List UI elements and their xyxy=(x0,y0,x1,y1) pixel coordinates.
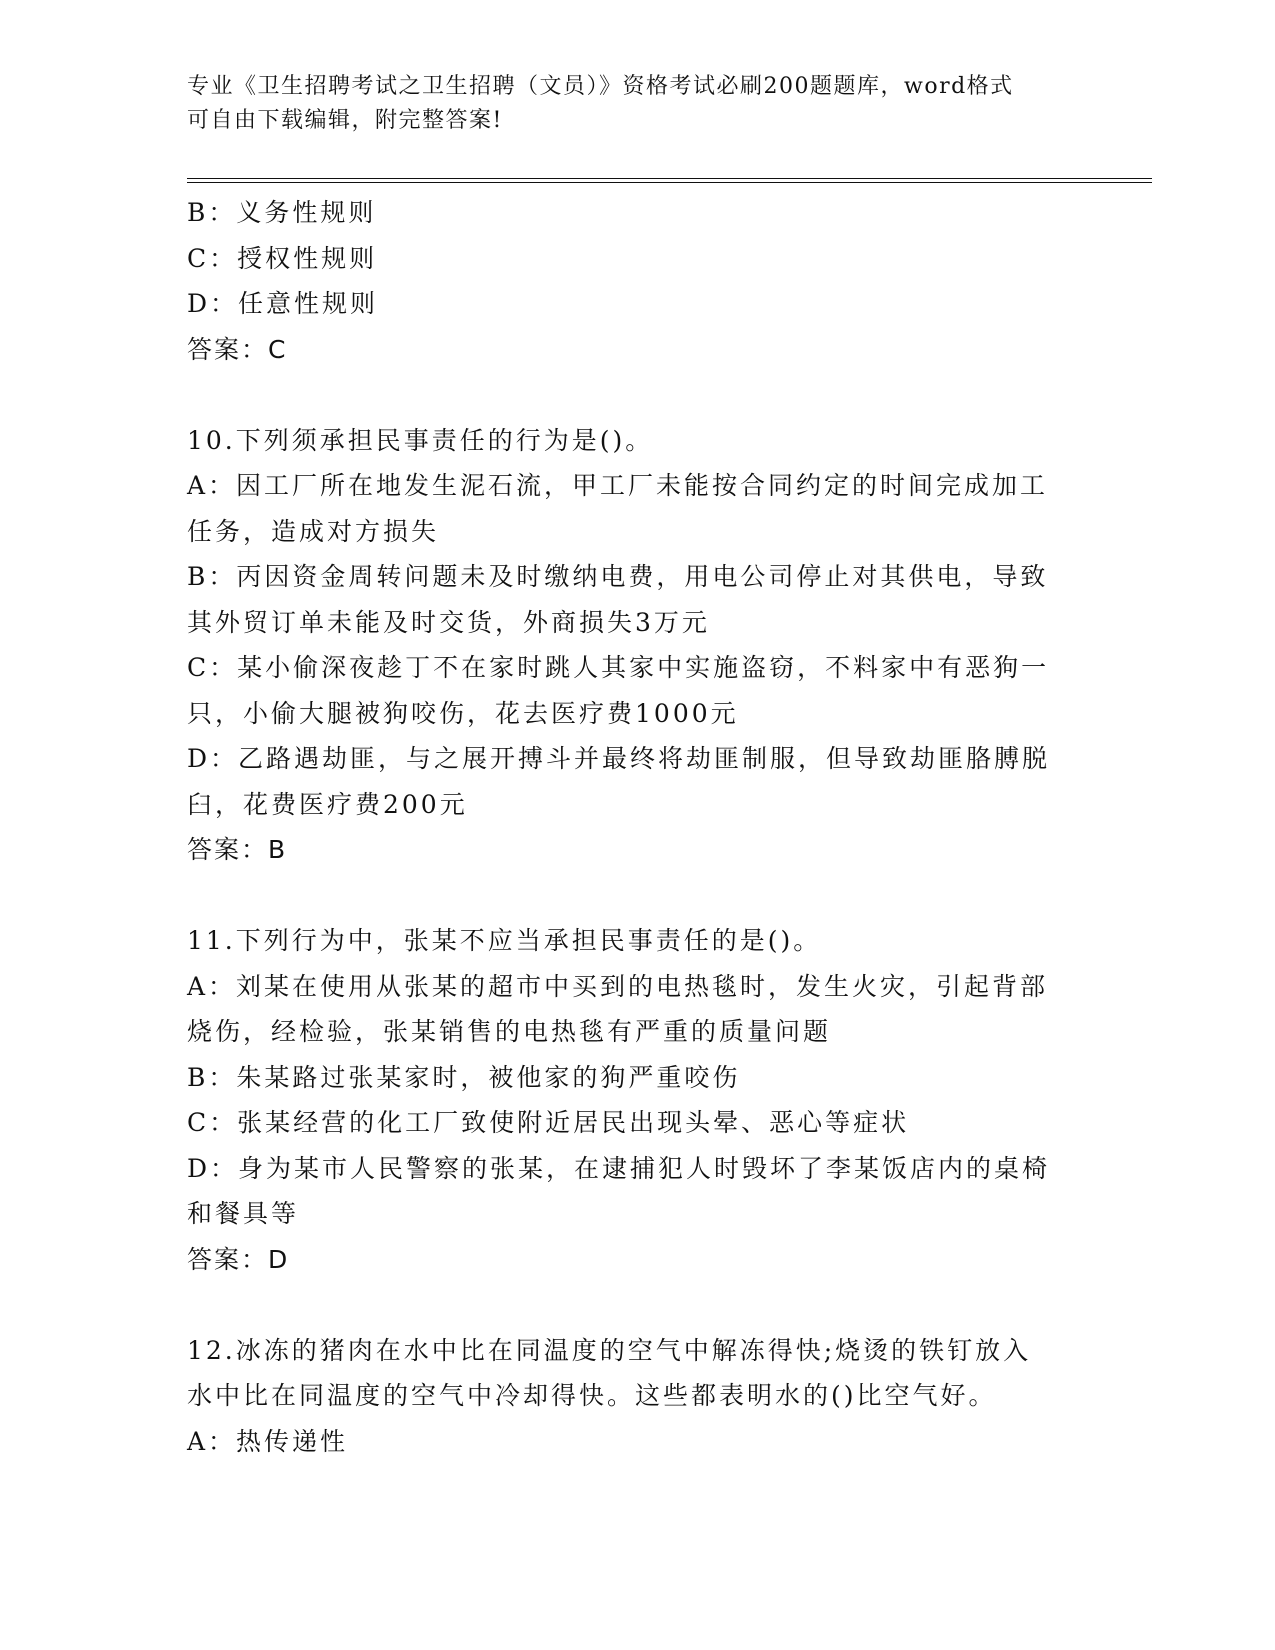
header-line-1: 专业《卫生招聘考试之卫生招聘（文员）》资格考试必刷200题题库，word格式 xyxy=(187,74,1014,99)
question-10 xyxy=(187,418,1087,873)
option-d: D：乙路遇劫匪，与之展开搏斗并最终将劫匪制服，但导致劫匪胳膊脱 xyxy=(187,744,1051,773)
header-double-rule xyxy=(187,178,1152,184)
option-d-continued: 臼，花费医疗费200元 xyxy=(187,789,468,819)
answer-line: 答案：D xyxy=(187,1244,290,1274)
header-line-2: 可自由下载编辑，附完整答案! xyxy=(187,108,503,133)
option-b-continued: 其外贸订单未能及时交货，外商损失3万元 xyxy=(187,607,710,637)
header-rule-top xyxy=(187,178,1152,179)
option-b: B：义务性规则 xyxy=(187,198,377,227)
answer-line: 答案：B xyxy=(187,835,288,864)
document-body xyxy=(187,190,1087,1464)
option-c: C：某小偷深夜趁丁不在家时跳人其家中实施盗窃，不料家中有恶狗一 xyxy=(187,653,1050,682)
header-rule-bottom xyxy=(187,182,1152,183)
option-d-continued: 和餐具等 xyxy=(187,1199,300,1228)
question-12 xyxy=(187,1328,1087,1465)
option-c: C：张某经营的化工厂致使附近居民出现头晕、恶心等症状 xyxy=(187,1108,910,1137)
question-9-tail xyxy=(187,190,1087,372)
option-a: A：因工厂所在地发生泥石流，甲工厂未能按合同约定的时间完成加工 xyxy=(187,471,1049,500)
answer-line: 答案：C xyxy=(187,334,288,364)
question-stem: 11.下列行为中，张某不应当承担民事责任的是()。 xyxy=(187,926,822,955)
option-a: A：热传递性 xyxy=(187,1426,349,1456)
question-11 xyxy=(187,918,1087,1282)
option-a-continued: 烧伤，经检验，张某销售的电热毯有严重的质量问题 xyxy=(187,1017,832,1046)
option-b: B：丙因资金周转问题未及时缴纳电费，用电公司停止对其供电，导致 xyxy=(187,562,1049,591)
option-c-continued: 只，小偷大腿被狗咬伤，花去医疗费1000元 xyxy=(187,698,739,728)
option-b: B：朱某路过张某家时，被他家的狗严重咬伤 xyxy=(187,1062,741,1092)
question-stem: 12.冰冻的猪肉在水中比在同温度的空气中解冻得快;烧烫的铁钉放入 xyxy=(187,1335,1032,1365)
option-a: A：刘某在使用从张某的超市中买到的电热毯时，发生火灾，引起背部 xyxy=(187,971,1049,1001)
option-d: D：任意性规则 xyxy=(187,289,379,318)
question-stem: 10.下列须承担民事责任的行为是()。 xyxy=(187,425,654,455)
document-header xyxy=(187,70,1087,138)
option-a-continued: 任务，造成对方损失 xyxy=(187,516,440,546)
question-spacer xyxy=(187,1282,1087,1328)
question-spacer xyxy=(187,873,1087,919)
option-d: D：身为某市人民警察的张某，在逮捕犯人时毁坏了李某饭店内的桌椅 xyxy=(187,1153,1051,1183)
question-spacer xyxy=(187,372,1087,418)
question-stem-continued: 水中比在同温度的空气中冷却得快。这些都表明水的()比空气好。 xyxy=(187,1381,997,1410)
option-c: C：授权性规则 xyxy=(187,243,378,273)
